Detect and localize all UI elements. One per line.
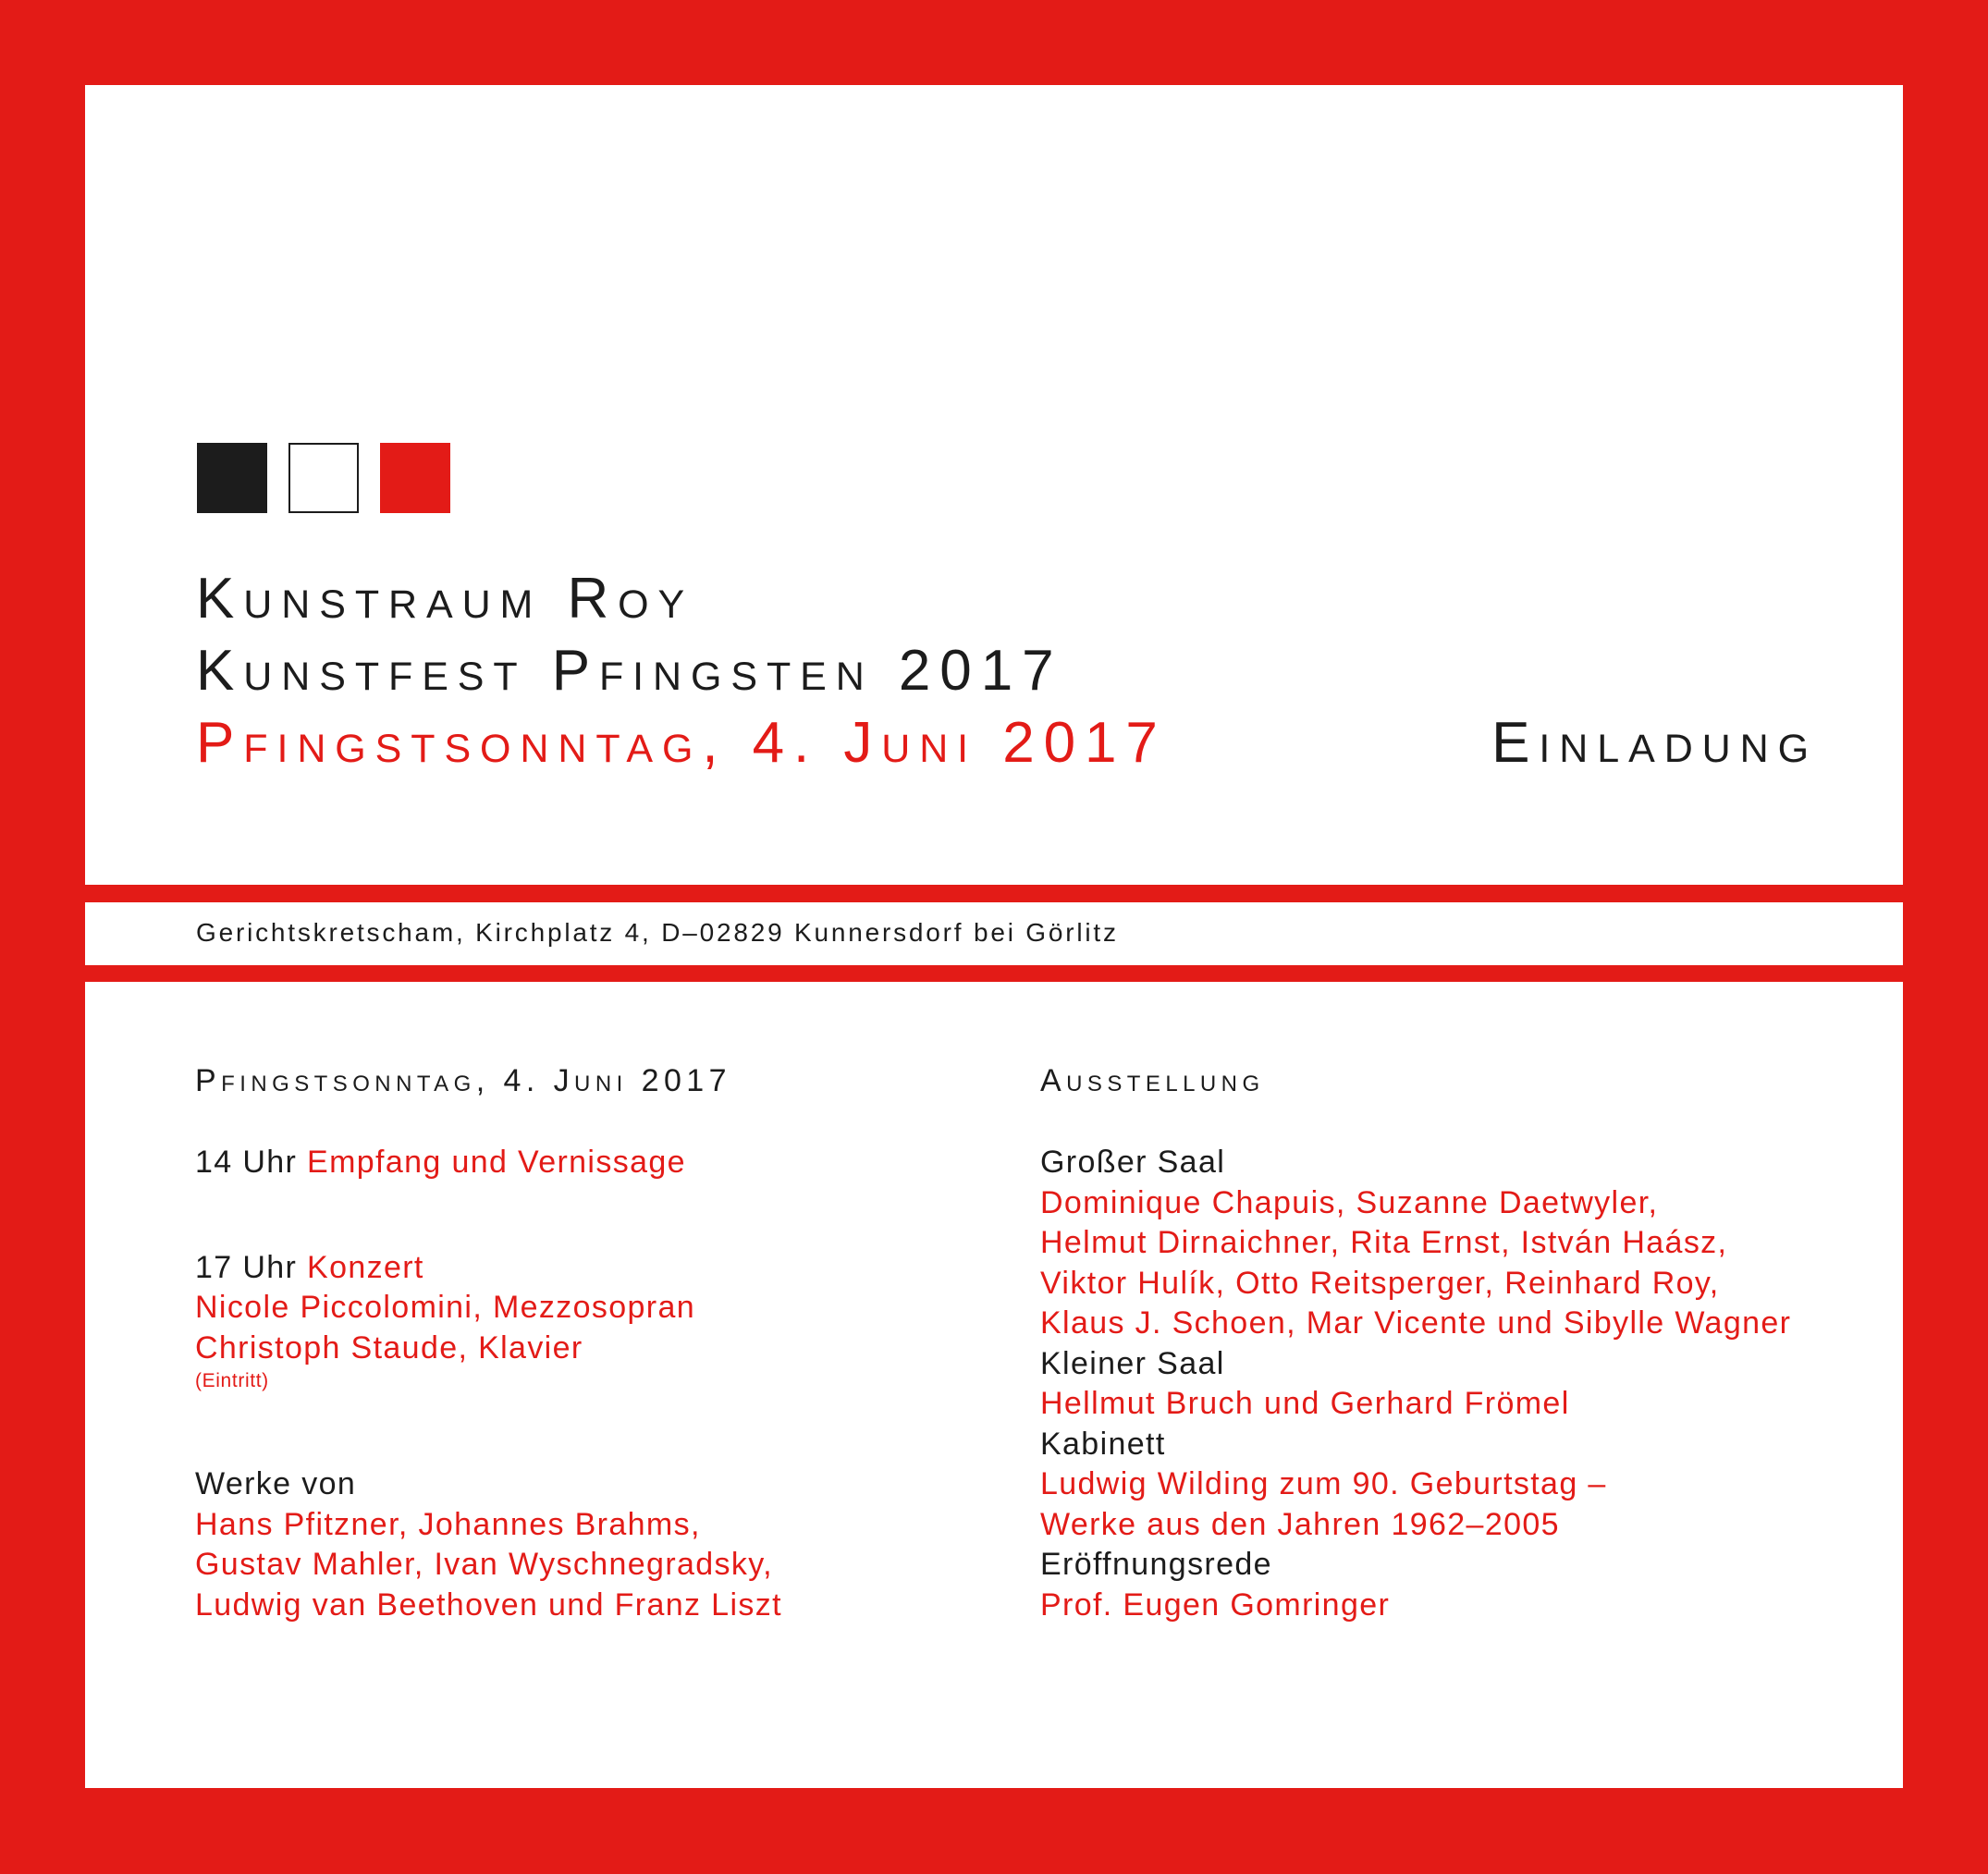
room-label: Kabinett [1040, 1426, 1166, 1462]
composers-line: Gustav Mahler, Ivan Wyschnegradsky, [195, 1547, 773, 1582]
venue-address: Gerichtskretscham, Kirchplatz 4, D–02829 Kunnersdorf bei Görlitz [196, 918, 1119, 947]
header-panel [85, 85, 1903, 885]
room-label: Großer Saal [1040, 1145, 1226, 1180]
performer: Christoph Staude, Klavier [195, 1329, 583, 1366]
venue-title: Kunstraum Roy [196, 567, 694, 631]
artist-line: Viktor Hulík, Otto Reitsperger, Reinhard Roy, [1040, 1265, 1720, 1301]
admission-note: (Eintritt) [195, 1370, 269, 1391]
address-strip [85, 902, 1903, 965]
room-label: Kleiner Saal [1040, 1345, 1225, 1381]
program-column [195, 1061, 935, 1625]
event-time: 17 Uhr [195, 1249, 298, 1285]
exhibit-line: Ludwig Wilding zum 90. Geburtstag – [1040, 1466, 1607, 1501]
composers-line: Ludwig van Beethoven und Franz Liszt [195, 1586, 782, 1623]
red-square-icon [380, 443, 450, 513]
performer: Nicole Piccolomini, Mezzosopran [195, 1290, 696, 1325]
exhibition-heading: Ausstellung [1040, 1063, 1265, 1098]
event-title: Empfang und Vernissage [307, 1145, 686, 1180]
speaker-name: Prof. Eugen Gomringer [1040, 1586, 1391, 1623]
works-label: Werke von [195, 1466, 357, 1501]
event-time: 14 Uhr [195, 1145, 298, 1180]
festival-title: Kunstfest Pfingsten 2017 [196, 639, 1063, 703]
artist-line: Klaus J. Schoen, Mar Vicente und Sibylle Wagner [1040, 1305, 1792, 1341]
composers-line: Hans Pfitzner, Johannes Brahms, [195, 1506, 701, 1542]
exhibit-line: Werke aus den Jahren 1962–2005 [1040, 1506, 1560, 1542]
event-date: Pfingstsonntag, 4. Juni 2017 [196, 711, 1167, 775]
speech-label: Eröffnungsrede [1040, 1547, 1272, 1582]
details-panel [85, 982, 1903, 1788]
program-heading: Pfingstsonntag, 4. Juni 2017 [195, 1063, 731, 1098]
event-title: Konzert [307, 1249, 424, 1285]
exhibition-column [1040, 1061, 1872, 1625]
artist-line: Dominique Chapuis, Suzanne Daetwyler, [1040, 1184, 1659, 1220]
event-reception [195, 1143, 935, 1183]
invitation-label: Einladung [1491, 711, 1818, 775]
artist-line: Helmut Dirnaichner, Rita Ernst, István Haász, [1040, 1225, 1728, 1260]
black-square-icon [197, 443, 267, 513]
event-concert [195, 1248, 935, 1289]
white-square-icon [288, 443, 359, 513]
artist-line: Hellmut Bruch und Gerhard Frömel [1040, 1386, 1570, 1421]
